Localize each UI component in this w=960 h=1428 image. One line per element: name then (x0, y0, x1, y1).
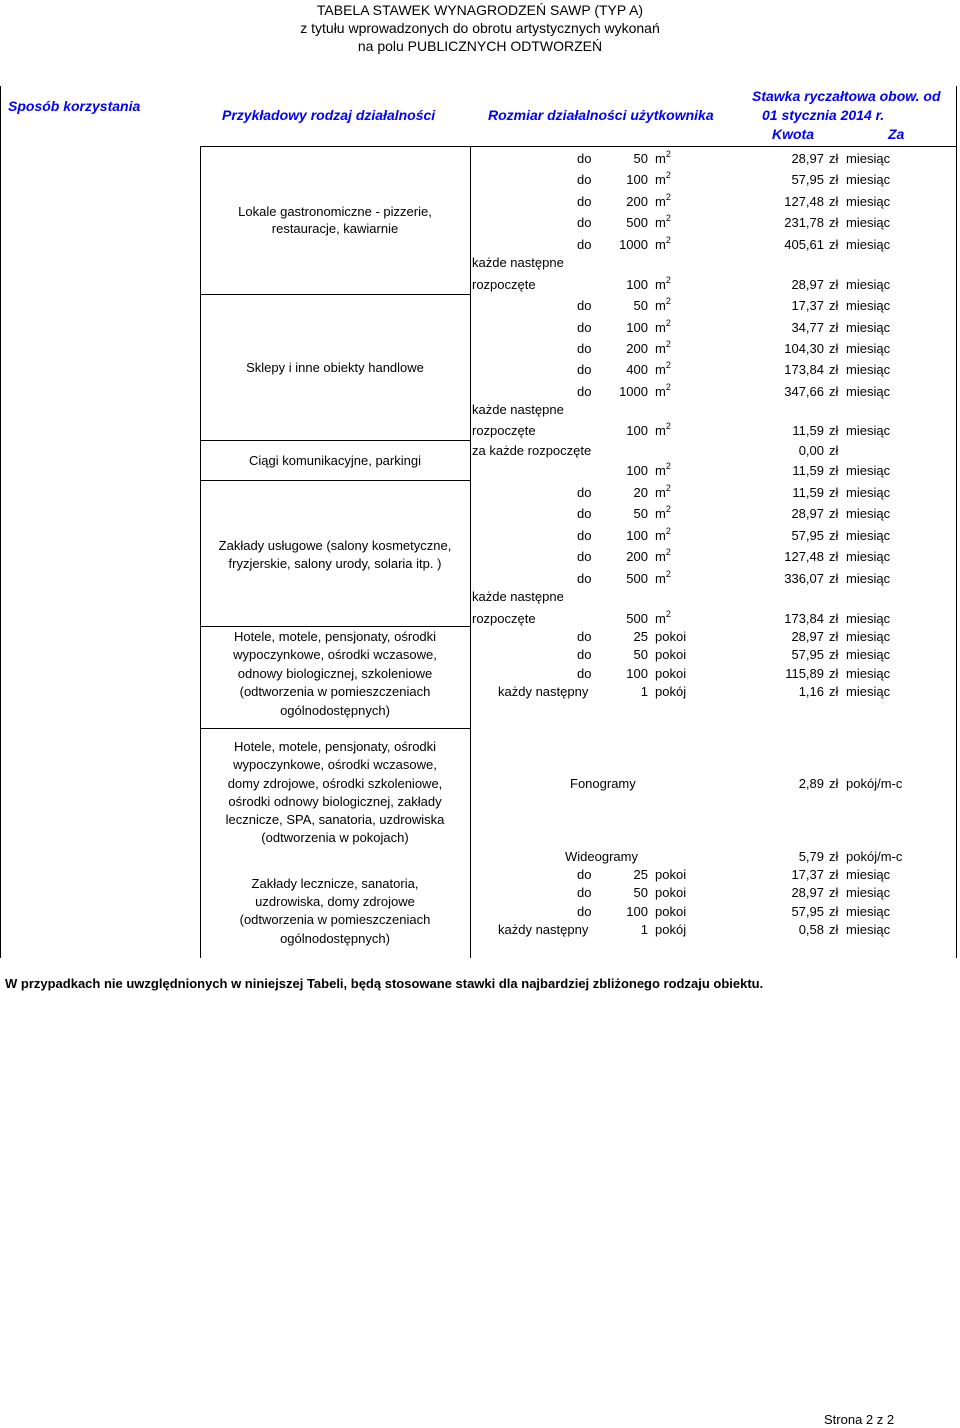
rooms-unit: pokoi (655, 904, 687, 919)
do-label: do (577, 151, 592, 166)
area-size: 1000 (619, 384, 648, 399)
area-unit (655, 237, 671, 252)
unit-m: m (655, 320, 666, 335)
period-miesiac: miesiąc (846, 549, 891, 564)
currency-zl: zł (829, 922, 839, 937)
label-hotele2-l2: wypoczynkowe, ośrodki wczasowe, (233, 757, 437, 772)
period-miesiac: miesiąc (846, 684, 891, 699)
area-unit (655, 298, 671, 313)
header-stawka-line1: Stawka ryczałtowa obow. od (752, 88, 941, 104)
room-count: 1 (640, 922, 648, 937)
label-hotele2-l3: domy zdrojowe, ośrodki szkoleniowe, (227, 776, 443, 791)
room-count: 25 (633, 629, 648, 644)
rate-amount: 17,37 (791, 867, 824, 882)
area-size: 100 (626, 172, 648, 187)
room-count: 1 (640, 684, 648, 699)
unit-exponent: 2 (665, 170, 671, 180)
area-unit (655, 341, 671, 356)
currency-zl: zł (829, 463, 839, 478)
area-size: 400 (626, 362, 648, 377)
do-label: do (577, 384, 592, 399)
unit-m: m (655, 237, 666, 252)
do-label: do (577, 172, 592, 187)
rate-amount: 28,97 (791, 506, 824, 521)
do-label: do (577, 571, 592, 586)
row-divider (200, 480, 470, 481)
period-pokoj-mc: pokój/m-c (846, 849, 903, 864)
currency-zl: zł (829, 885, 839, 900)
currency-zl: zł (829, 341, 839, 356)
area-size: 500 (626, 571, 648, 586)
area-size: 100 (626, 423, 648, 438)
currency-zl: zł (829, 647, 839, 662)
period-miesiac: miesiąc (846, 277, 891, 292)
kazde-nastepne-label: każde następne (472, 402, 564, 417)
do-label: do (577, 867, 592, 882)
currency-zl: zł (829, 666, 839, 681)
unit-m: m (655, 298, 666, 313)
label-hotele1-l1: Hotele, motele, pensjonaty, ośrodki (233, 629, 437, 644)
period-miesiac: miesiąc (846, 922, 891, 937)
do-label: do (577, 298, 592, 313)
period-miesiac: miesiąc (846, 237, 891, 252)
unit-exponent: 2 (665, 339, 671, 349)
period-miesiac: miesiąc (846, 571, 891, 586)
period-miesiac: miesiąc (846, 362, 891, 377)
rate-amount: 28,97 (791, 151, 824, 166)
area-size: 50 (633, 151, 648, 166)
unit-m: m (655, 384, 666, 399)
header-za: Za (888, 126, 905, 142)
rate-amount: 28,97 (791, 885, 824, 900)
header-bottom-line (200, 146, 957, 147)
unit-exponent: 2 (665, 382, 671, 392)
currency-zl: zł (829, 277, 839, 292)
area-unit (655, 215, 671, 230)
currency-zl: zł (829, 320, 839, 335)
rate-amount: 5,79 (798, 849, 824, 864)
row-divider (200, 294, 470, 295)
currency-zl: zł (829, 194, 839, 209)
label-hotele1-l5: ogólnodostępnych) (280, 703, 390, 718)
period-miesiac: miesiąc (846, 666, 891, 681)
unit-exponent: 2 (665, 275, 671, 285)
label-lecznicze-l3: (odtworzenia w pomieszczeniach (239, 912, 431, 927)
right-border (956, 86, 957, 958)
rate-amount: 57,95 (791, 172, 824, 187)
rate-amount: 11,59 (792, 423, 824, 438)
currency-zl: zł (829, 384, 839, 399)
area-size: 200 (626, 341, 648, 356)
area-size: 50 (633, 506, 648, 521)
room-count: 50 (633, 647, 648, 662)
rate-amount: 11,59 (792, 485, 824, 500)
area-size: 100 (626, 320, 648, 335)
za-kazde-rozpoczete-label: za każde rozpoczęte (472, 443, 592, 458)
area-unit (655, 549, 671, 564)
label-lecznicze-l2: uzdrowiska, domy zdrojowe (255, 894, 415, 909)
period-miesiac: miesiąc (846, 629, 891, 644)
unit-m: m (655, 571, 666, 586)
rooms-unit: pokoi (655, 885, 687, 900)
kazdy-nastepny-label: każdy następny (498, 684, 589, 699)
area-unit (655, 172, 671, 187)
rate-amount: 0,00 (798, 443, 824, 458)
area-unit (655, 528, 671, 543)
period-miesiac: miesiąc (846, 647, 891, 662)
header-rodzaj: Przykładowy rodzaj działalności (222, 107, 436, 123)
row-divider (200, 626, 470, 627)
period-miesiac: miesiąc (846, 904, 891, 919)
area-size: 100 (626, 463, 648, 478)
unit-exponent: 2 (665, 483, 671, 493)
area-size: 20 (633, 485, 648, 500)
label-uslugi-l1: Zakłady usługowe (salony kosmetyczne, (218, 538, 452, 553)
area-size: 500 (626, 611, 648, 626)
label-uslugi-l2: fryzjerskie, salony urody, solaria itp. ) (228, 556, 442, 571)
do-label: do (577, 629, 592, 644)
do-label: do (577, 341, 592, 356)
unit-m: m (655, 549, 666, 564)
period-miesiac: miesiąc (846, 194, 891, 209)
period-miesiac: miesiąc (846, 320, 891, 335)
do-label: do (577, 506, 592, 521)
unit-m: m (655, 362, 666, 377)
area-size: 200 (626, 194, 648, 209)
kazdy-nastepny-label: każdy następny (498, 922, 589, 937)
do-label: do (577, 666, 592, 681)
rate-amount: 28,97 (791, 629, 824, 644)
area-size: 100 (626, 277, 648, 292)
currency-zl: zł (829, 172, 839, 187)
period-miesiac: miesiąc (846, 885, 891, 900)
do-label: do (577, 237, 592, 252)
unit-exponent: 2 (665, 318, 671, 328)
rate-amount: 11,59 (792, 463, 824, 478)
rate-amount: 0,58 (798, 922, 824, 937)
room-count: 100 (626, 666, 648, 681)
currency-zl: zł (829, 684, 839, 699)
currency-zl: zł (829, 362, 839, 377)
do-label: do (577, 194, 592, 209)
rooms-unit: pokoi (655, 647, 687, 662)
rooms-unit: pokoi (655, 629, 687, 644)
label-hotele2-l6: (odtworzenia w pokojach) (261, 830, 409, 845)
period-miesiac: miesiąc (846, 611, 891, 626)
header-stawka-line2: 01 stycznia 2014 r. (762, 107, 885, 123)
unit-m: m (655, 215, 666, 230)
page-number: Strona 2 z 2 (824, 1412, 895, 1427)
area-size: 50 (633, 298, 648, 313)
unit-exponent: 2 (665, 149, 671, 159)
area-unit (655, 571, 671, 586)
unit-exponent: 2 (665, 504, 671, 514)
rooms-unit: pokoi (655, 666, 687, 681)
area-size: 100 (626, 528, 648, 543)
period-miesiac: miesiąc (846, 151, 891, 166)
label-ciagi: Ciągi komunikacyjne, parkingi (249, 453, 421, 468)
unit-m: m (655, 506, 666, 521)
document-title-line2: z tytułu wprowadzonych do obrotu artystycznych wykonań (300, 20, 660, 36)
currency-zl: zł (829, 215, 839, 230)
label-hotele2-l5: lecznicze, SPA, sanatoria, uzdrowiska (225, 812, 445, 827)
do-label: do (577, 647, 592, 662)
currency-zl: zł (829, 423, 839, 438)
unit-m: m (655, 528, 666, 543)
currency-zl: zł (829, 298, 839, 313)
rate-amount: 17,37 (791, 298, 824, 313)
kazde-nastepne-label: każde następne (472, 255, 564, 270)
wideogramy-label: Wideogramy (565, 849, 638, 864)
label-hotele1-l2: wypoczynkowe, ośrodki wczasowe, (233, 647, 437, 662)
period-miesiac: miesiąc (846, 172, 891, 187)
period-miesiac: miesiąc (846, 528, 891, 543)
kazde-nastepne-label: każde następne (472, 589, 564, 604)
label-sklepy: Sklepy i inne obiekty handlowe (246, 360, 424, 375)
currency-zl: zł (829, 904, 839, 919)
area-unit (655, 611, 671, 626)
area-unit (655, 151, 671, 166)
room-unit: pokój (655, 684, 687, 699)
area-size: 1000 (619, 237, 648, 252)
left-border (0, 86, 1, 958)
rozpoczete-label: rozpoczęte (472, 423, 536, 438)
fonogramy-label: Fonogramy (570, 776, 636, 791)
area-unit (655, 384, 671, 399)
currency-zl: zł (829, 506, 839, 521)
unit-exponent: 2 (665, 461, 671, 471)
unit-exponent: 2 (665, 192, 671, 202)
currency-zl: zł (829, 443, 839, 458)
rate-amount: 336,07 (784, 571, 824, 586)
label-lecznicze-l1: Zakłady lecznicze, sanatoria, (251, 876, 419, 891)
col-divider-2 (470, 146, 471, 958)
unit-m: m (655, 172, 666, 187)
unit-exponent: 2 (665, 296, 671, 306)
label-gastro-l2: restauracje, kawiarnie (271, 221, 399, 236)
rate-amount: 173,84 (784, 611, 824, 626)
unit-m: m (655, 341, 666, 356)
unit-m: m (655, 485, 666, 500)
currency-zl: zł (829, 571, 839, 586)
rate-amount: 28,97 (791, 277, 824, 292)
period-miesiac: miesiąc (846, 485, 891, 500)
period-miesiac: miesiąc (846, 215, 891, 230)
document-title-line1: TABELA STAWEK WYNAGRODZEŃ SAWP (TYP A) (316, 2, 644, 18)
do-label: do (577, 320, 592, 335)
label-hotele2-l4: ośrodki odnowy biologicznej, zakłady (228, 794, 442, 809)
unit-m: m (655, 151, 666, 166)
rozpoczete-label: rozpoczęte (472, 611, 536, 626)
room-count: 50 (633, 885, 648, 900)
area-unit (655, 277, 671, 292)
period-miesiac: miesiąc (846, 463, 891, 478)
area-unit (655, 320, 671, 335)
room-count: 100 (626, 904, 648, 919)
rate-amount: 57,95 (791, 904, 824, 919)
rate-amount: 127,48 (784, 549, 824, 564)
rate-amount: 57,95 (791, 528, 824, 543)
row-divider (200, 440, 470, 441)
unit-exponent: 2 (665, 569, 671, 579)
currency-zl: zł (829, 528, 839, 543)
unit-m: m (655, 277, 666, 292)
unit-exponent: 2 (665, 547, 671, 557)
do-label: do (577, 215, 592, 230)
header-kwota: Kwota (772, 126, 814, 142)
currency-zl: zł (829, 867, 839, 882)
period-miesiac: miesiąc (846, 867, 891, 882)
do-label: do (577, 885, 592, 900)
currency-zl: zł (829, 849, 839, 864)
label-hotele1-l4: (odtworzenia w pomieszczeniach (239, 684, 431, 699)
period-miesiac: miesiąc (846, 506, 891, 521)
rate-amount: 104,30 (784, 341, 824, 356)
rate-amount: 405,61 (784, 237, 824, 252)
area-unit (655, 485, 671, 500)
currency-zl: zł (829, 629, 839, 644)
currency-zl: zł (829, 237, 839, 252)
unit-exponent: 2 (665, 609, 671, 619)
currency-zl: zł (829, 776, 839, 791)
label-hotele2-l1: Hotele, motele, pensjonaty, ośrodki (233, 739, 437, 754)
unit-m: m (655, 423, 666, 438)
rate-amount: 173,84 (784, 362, 824, 377)
room-unit: pokój (655, 922, 687, 937)
period-miesiac: miesiąc (846, 298, 891, 313)
do-label: do (577, 549, 592, 564)
do-label: do (577, 528, 592, 543)
unit-m: m (655, 463, 666, 478)
rate-amount: 231,78 (784, 215, 824, 230)
area-size: 500 (626, 215, 648, 230)
unit-m: m (655, 194, 666, 209)
unit-exponent: 2 (665, 526, 671, 536)
rooms-unit: pokoi (655, 867, 687, 882)
currency-zl: zł (829, 611, 839, 626)
unit-exponent: 2 (665, 360, 671, 370)
rozpoczete-label: rozpoczęte (472, 277, 536, 292)
area-unit (655, 463, 671, 478)
unit-m: m (655, 611, 666, 626)
rate-amount: 34,77 (791, 320, 824, 335)
area-unit (655, 362, 671, 377)
currency-zl: zł (829, 485, 839, 500)
area-unit (655, 194, 671, 209)
label-gastro-l1: Lokale gastronomiczne - pizzerie, (238, 204, 432, 219)
rate-amount: 57,95 (791, 647, 824, 662)
currency-zl: zł (829, 549, 839, 564)
document-title-line3: na polu PUBLICZNYCH ODTWORZEŃ (357, 38, 603, 54)
unit-exponent: 2 (665, 213, 671, 223)
period-miesiac: miesiąc (846, 384, 891, 399)
area-size: 200 (626, 549, 648, 564)
rate-amount: 127,48 (784, 194, 824, 209)
area-unit (655, 423, 671, 438)
period-pokoj-mc: pokój/m-c (846, 776, 903, 791)
rate-amount: 2,89 (798, 776, 824, 791)
footer-note: W przypadkach nie uwzględnionych w niniejszej Tabeli, będą stosowane stawki dla najbardziej zbliżonego rodzaju obiektu. (5, 976, 764, 991)
header-rozmiar: Rozmiar działalności użytkownika (488, 107, 714, 123)
do-label: do (577, 485, 592, 500)
area-unit (655, 506, 671, 521)
header-sposob: Sposób korzystania (8, 98, 141, 114)
room-count: 25 (633, 867, 648, 882)
do-label: do (577, 904, 592, 919)
label-lecznicze-l4: ogólnodostępnych) (280, 931, 390, 946)
unit-exponent: 2 (665, 235, 671, 245)
do-label: do (577, 362, 592, 377)
label-hotele1-l3: odnowy biologicznej, szkoleniowe (237, 666, 433, 681)
period-miesiac: miesiąc (846, 423, 891, 438)
currency-zl: zł (829, 151, 839, 166)
period-miesiac: miesiąc (846, 341, 891, 356)
row-divider (200, 728, 470, 729)
rate-amount: 1,16 (798, 684, 824, 699)
unit-exponent: 2 (665, 421, 671, 431)
rate-amount: 347,66 (784, 384, 824, 399)
rate-amount: 115,89 (785, 666, 824, 681)
